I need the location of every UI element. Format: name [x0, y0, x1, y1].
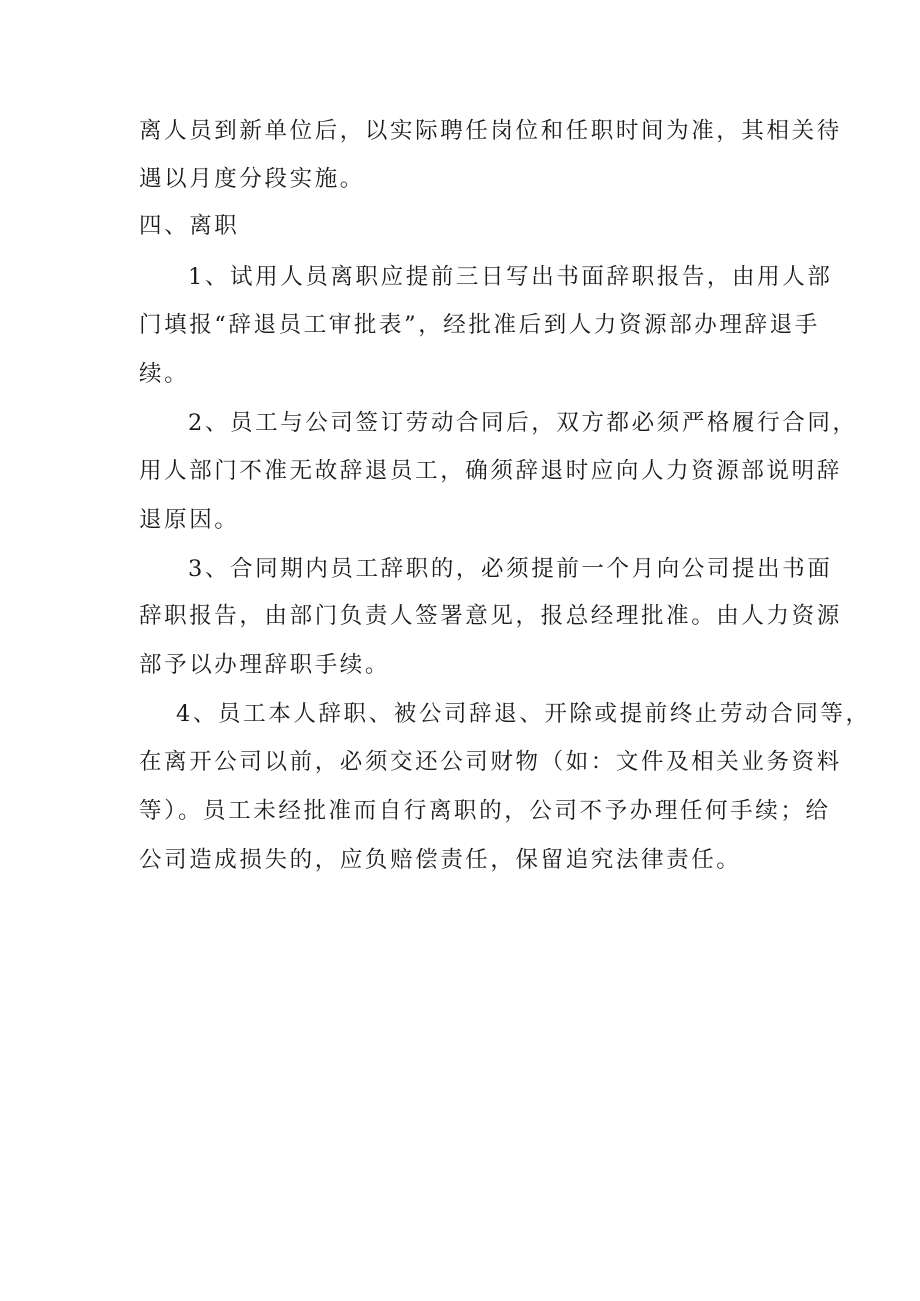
item-3-line-1: 3、合同期内员工辞职的，必须提前一个月向公司提出书面	[188, 556, 833, 582]
item-1-line-1: 1、试用人员离职应提前三日写出书面辞职报告，由用人部	[188, 264, 833, 290]
item-4-line-2: 在离开公司以前，必须交还公司财物（如：文件及相关业务资料	[139, 749, 842, 775]
section-heading: 四、离职	[139, 213, 240, 239]
item-4-line-3: 等）。员工未经批准而自行离职的，公司不予办理任何手续；给	[139, 798, 831, 824]
item-2-line-1: 2、员工与公司签订劳动合同后，双方都必须严格履行合同，	[188, 410, 858, 436]
continuation-line-2: 遇以月度分段实施。	[139, 166, 365, 192]
item-1-line-2: 门填报“辞退员工审批表”，经批准后到人力资源部办理辞退手	[139, 312, 820, 338]
item-2-line-3: 退原因。	[139, 507, 240, 533]
item-3-line-2: 辞职报告，由部门负责人签署意见，报总经理批准。由人力资源	[139, 603, 842, 629]
item-4-line-4: 公司造成损失的，应负赔偿责任，保留追究法律责任。	[139, 847, 742, 873]
item-3-line-3: 部予以办理辞职手续。	[139, 652, 391, 678]
item-1-line-3: 续。	[139, 361, 190, 387]
item-2-line-2: 用人部门不准无故辞退员工，确须辞退时应向人力资源部说明辞	[139, 458, 842, 484]
continuation-line-1: 离人员到新单位后，以实际聘任岗位和任职时间为准，其相关待	[139, 118, 842, 144]
item-4-line-1: 4、员工本人辞职、被公司辞退、开除或提前终止劳动合同等，	[176, 701, 871, 727]
